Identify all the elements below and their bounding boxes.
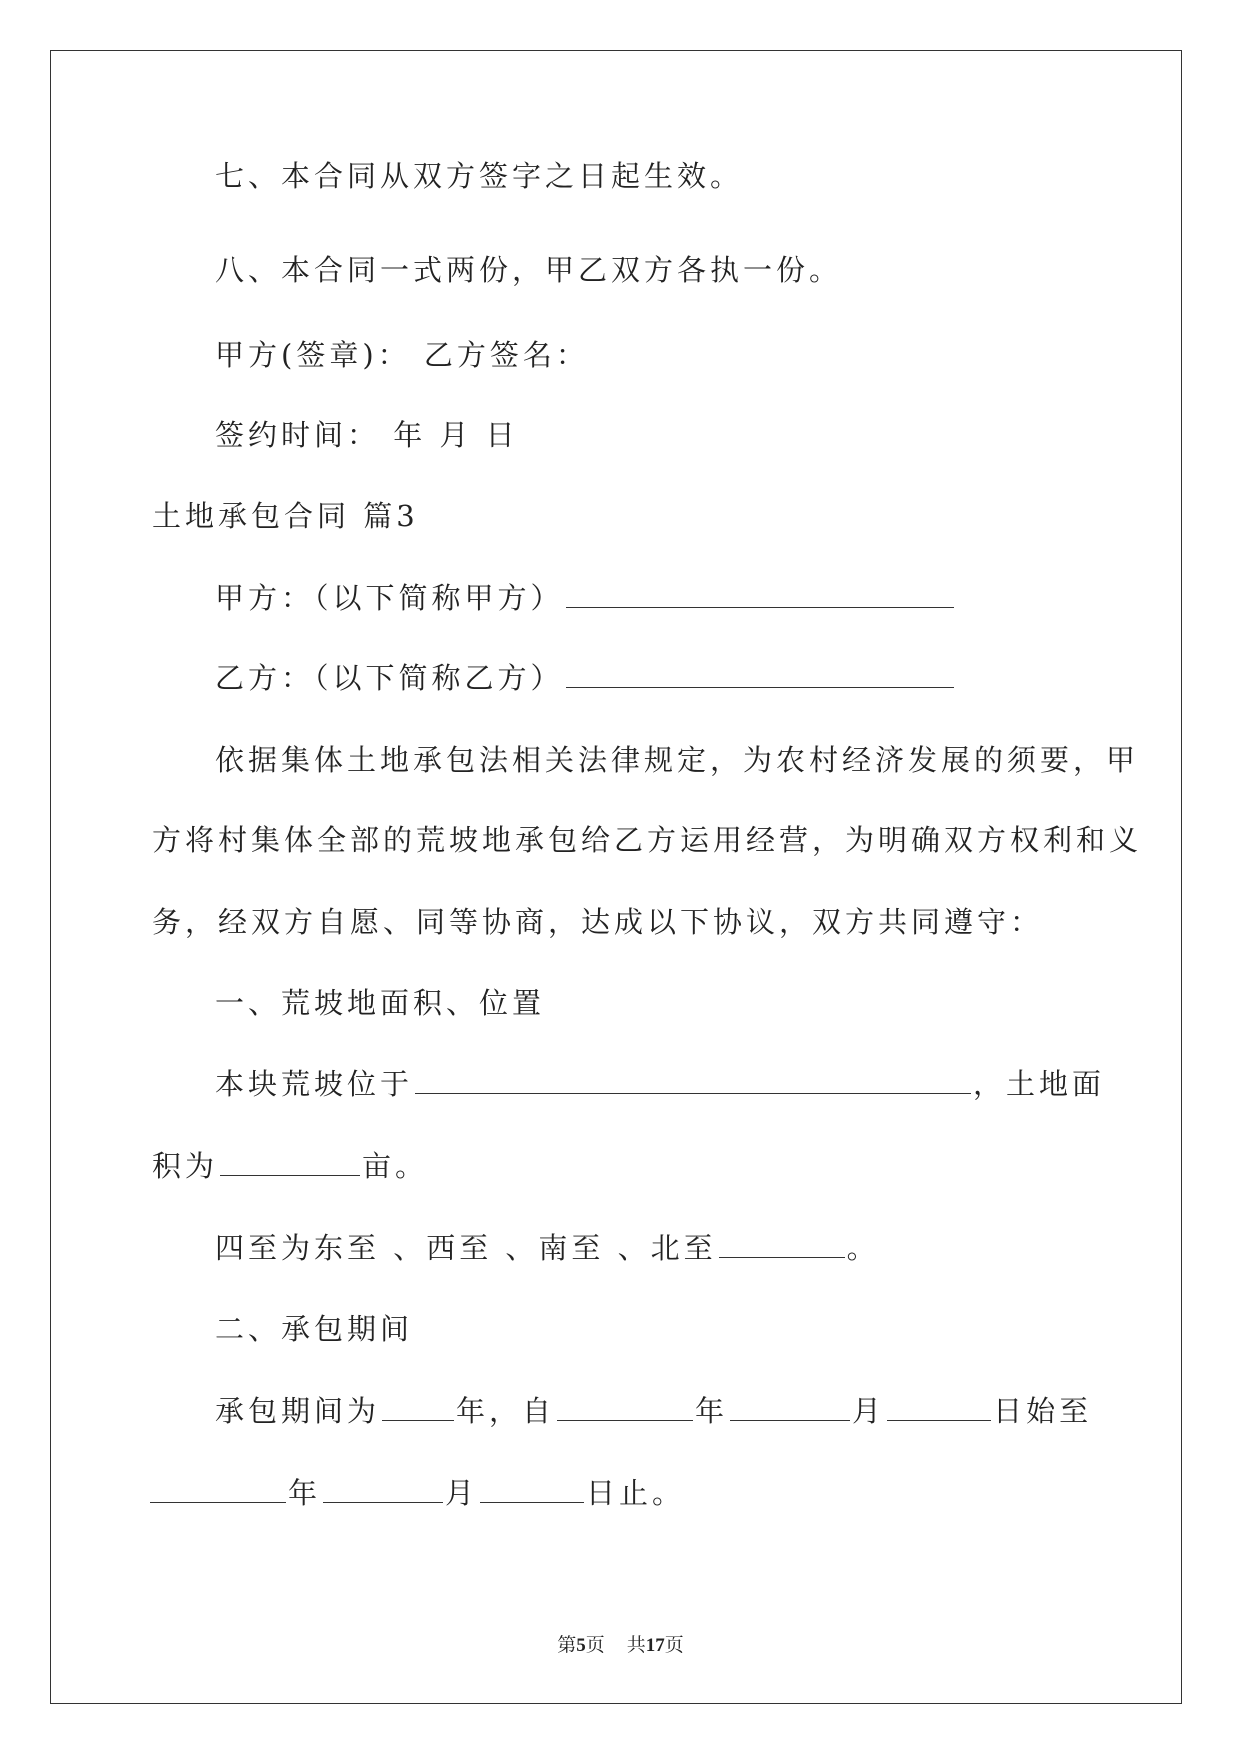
party-b-line: [215, 660, 956, 696]
preamble-line-3: 务，经双方自愿、同等协商，达成以下协议，双方共同遵守：: [152, 905, 1044, 939]
end-month-unit: 月: [445, 1476, 479, 1510]
party-a-label: 甲方：（以下简称甲方）: [215, 581, 564, 615]
area-prefix: 积为: [152, 1149, 219, 1183]
signature-line: 甲方(签章)： 乙方签名：: [215, 338, 589, 372]
term-line-2: [148, 1475, 685, 1511]
area-label: ，土地面: [973, 1067, 1106, 1101]
end-year-blank: [150, 1476, 286, 1503]
north-blank: [719, 1231, 845, 1258]
start-month-unit: 月: [852, 1394, 886, 1428]
total-prefix: 共: [626, 1635, 646, 1656]
party-b-label: 乙方：（以下简称乙方）: [215, 661, 564, 695]
location-blank: [415, 1067, 971, 1094]
page-number: 5: [576, 1635, 586, 1656]
end-day-unit: 日止。: [586, 1476, 686, 1510]
location-label: 本块荒坡位于: [215, 1067, 414, 1101]
clause-8: 八、本合同一式两份，甲乙双方各执一份。: [215, 253, 843, 287]
preamble-line-2: 方将村集体全部的荒坡地承包给乙方运用经营，为明确双方权利和义: [152, 823, 1143, 857]
party-a-blank: [566, 581, 954, 608]
page-footer: [0, 1630, 1241, 1657]
boundaries-end: 。: [846, 1231, 880, 1265]
party-b-blank: [566, 661, 954, 688]
term-line-1: [215, 1393, 1092, 1429]
area-unit: 亩。: [362, 1149, 429, 1183]
article-1-heading: 一、荒坡地面积、位置: [215, 986, 546, 1020]
preamble-line-1: 依据集体土地承包法相关法律规定，为农村经济发展的须要，甲: [215, 743, 1140, 777]
location-line: [215, 1066, 1105, 1102]
clause-7: 七、本合同从双方签字之日起生效。: [215, 159, 744, 193]
start-year-unit: 年: [695, 1394, 729, 1428]
end-month-blank: [323, 1476, 443, 1503]
start-month-blank: [730, 1394, 850, 1421]
term-label: 承包期间为: [215, 1394, 381, 1428]
page-unit: 页: [585, 1635, 605, 1656]
section-title: 土地承包合同 篇3: [152, 499, 419, 533]
party-a-line: [215, 580, 956, 616]
years-blank: [382, 1394, 454, 1421]
page-border: [50, 50, 1182, 1704]
end-year-unit: 年: [288, 1476, 322, 1510]
start-year-blank: [557, 1394, 693, 1421]
article-2-heading: 二、承包期间: [215, 1312, 414, 1346]
signing-date-line: 签约时间： 年 月 日: [215, 418, 519, 452]
start-day-blank: [887, 1394, 991, 1421]
area-blank: [220, 1149, 360, 1176]
total-unit: 页: [664, 1635, 684, 1656]
total-pages: 17: [645, 1635, 665, 1656]
boundaries-label: 四至为东至 、西至 、南至 、北至: [215, 1231, 717, 1265]
from-label: 年，自: [456, 1394, 556, 1428]
start-day-unit: 日始至: [993, 1394, 1093, 1428]
boundaries-line: [215, 1230, 880, 1266]
area-line: [152, 1148, 428, 1184]
end-day-blank: [480, 1476, 584, 1503]
page-prefix: 第: [557, 1635, 577, 1656]
